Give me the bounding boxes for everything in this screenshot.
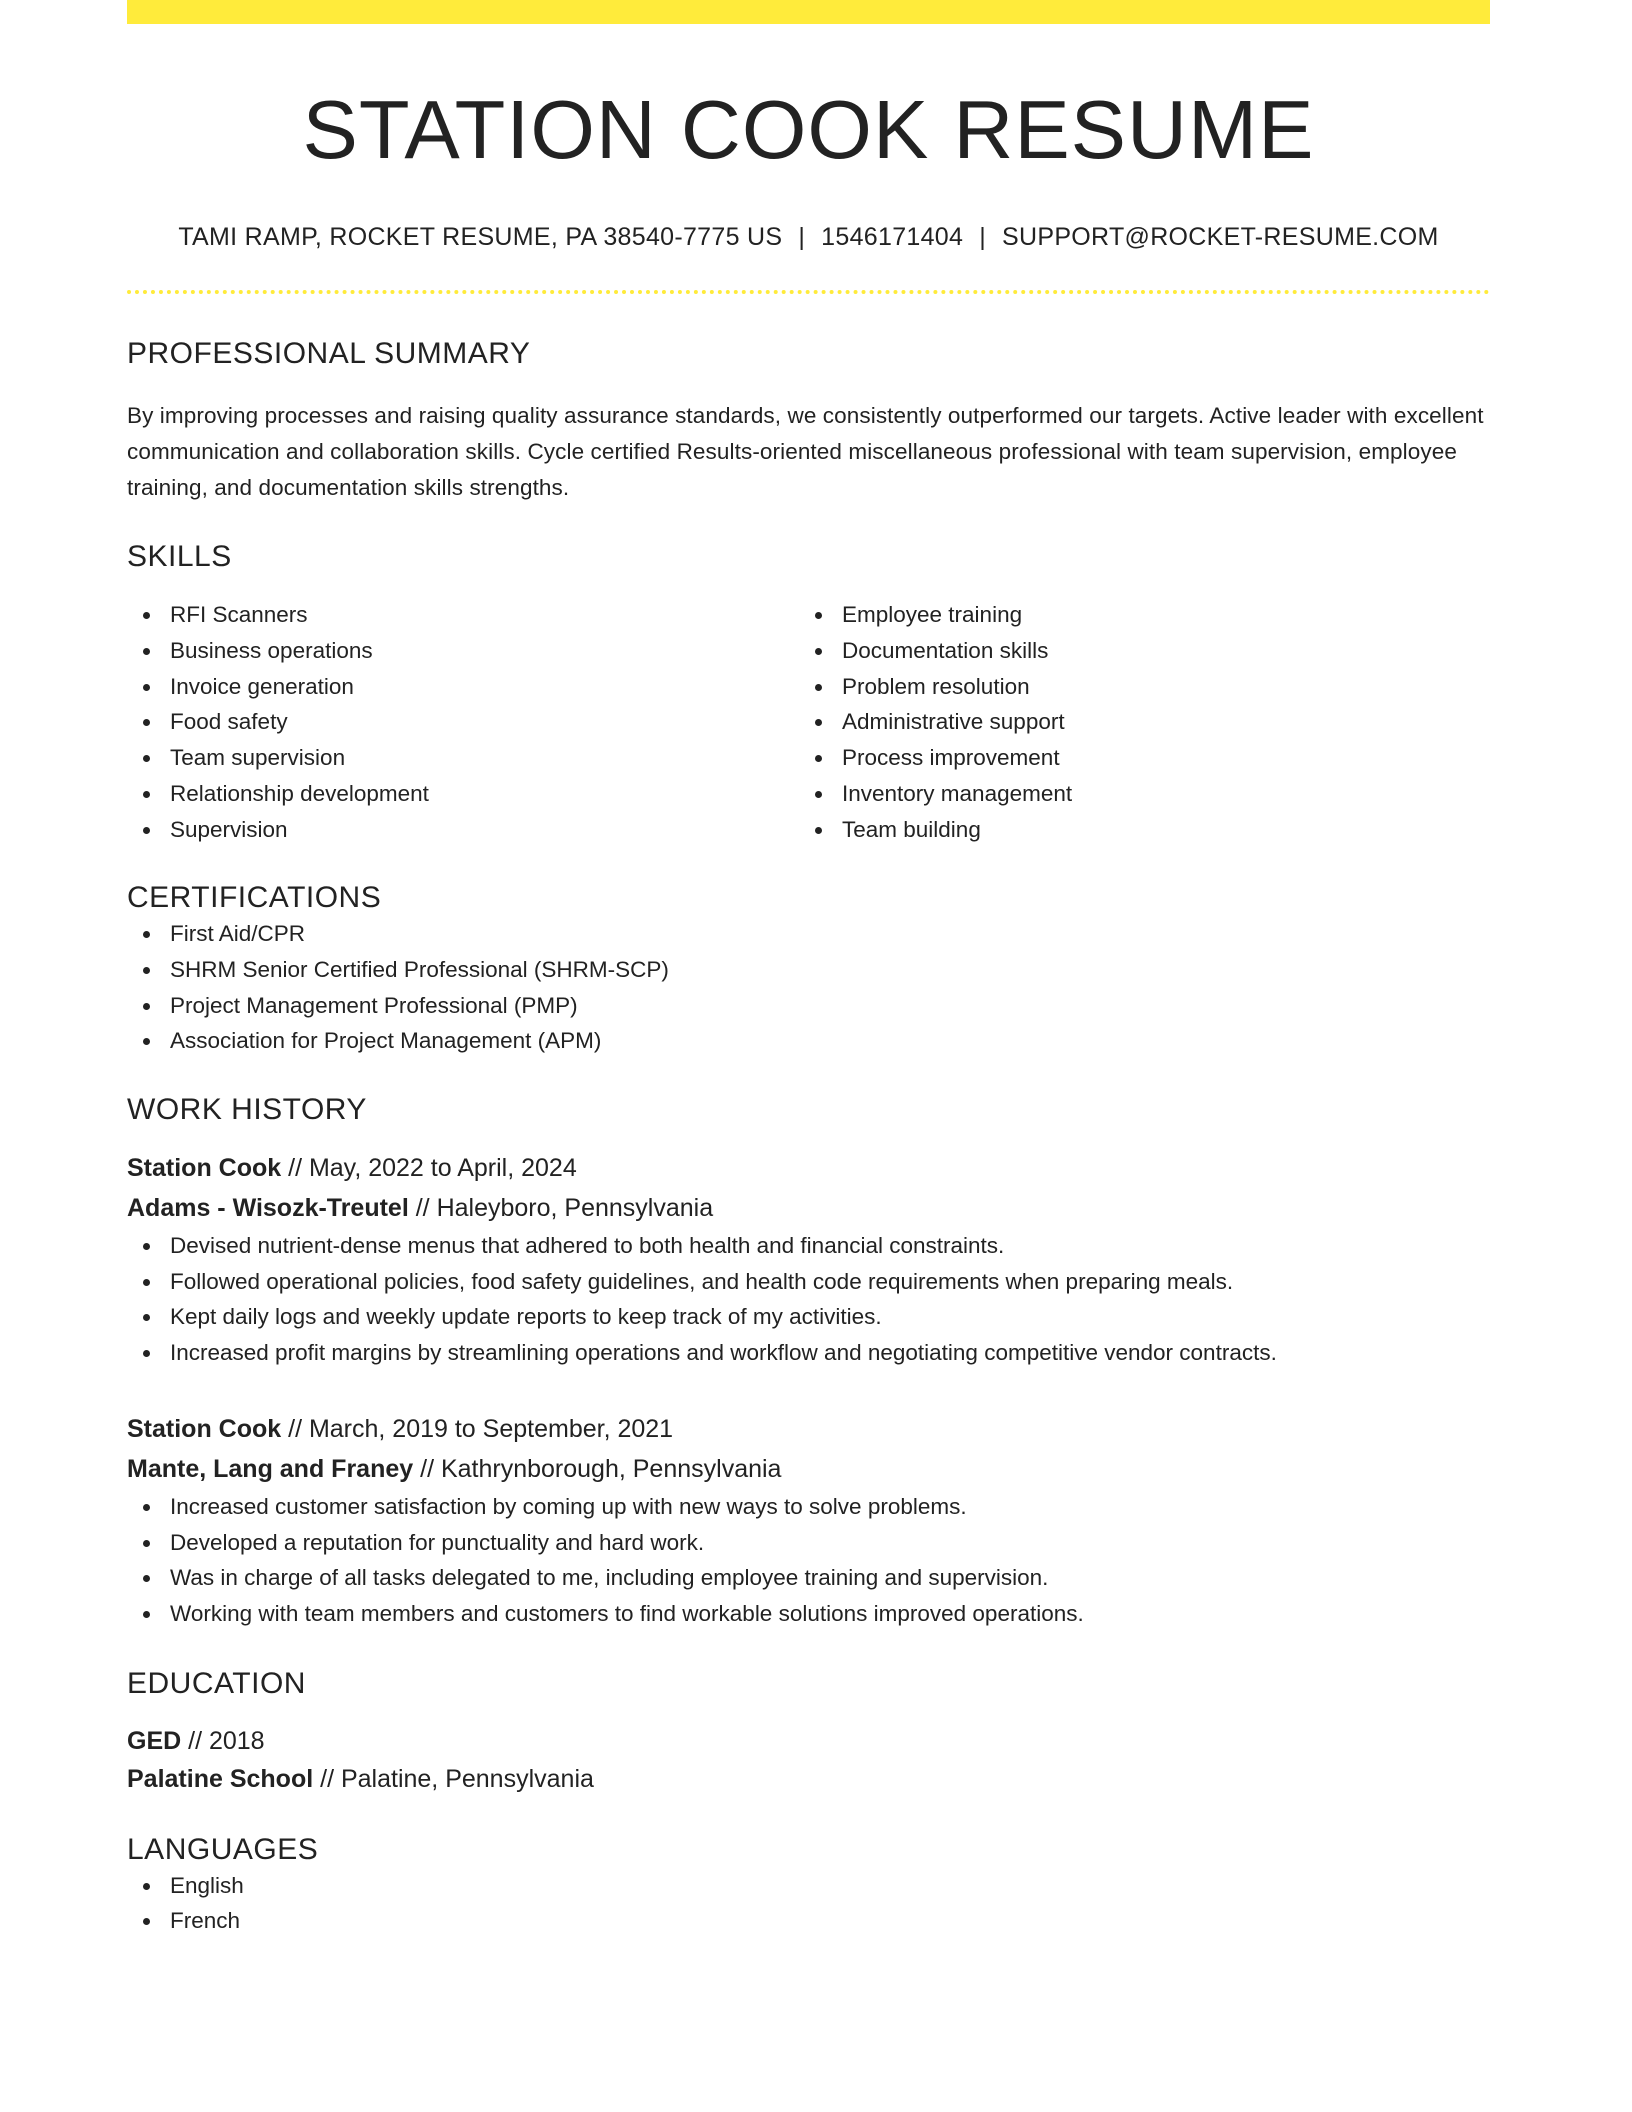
- job-duty-item: Developed a reputation for punctuality and hard work.: [127, 1525, 1490, 1561]
- job-entry: [127, 1409, 1490, 1632]
- certification-item: SHRM Senior Certified Professional (SHRM-SCP): [127, 952, 1490, 988]
- skill-item: Supervision: [127, 812, 799, 848]
- top-accent-bar: [127, 0, 1490, 24]
- language-item: English: [127, 1868, 1490, 1904]
- resume-page: [127, 0, 1490, 1939]
- summary-section: [127, 336, 1490, 506]
- skills-columns: [127, 597, 1490, 847]
- contact-address: TAMI RAMP, ROCKET RESUME, PA 38540-7775 US: [178, 223, 783, 252]
- education-school: Palatine School: [127, 1764, 314, 1793]
- skill-item: Problem resolution: [799, 669, 1471, 705]
- job-entry: [127, 1148, 1490, 1371]
- job-duty-item: Increased customer satisfaction by coming up with new ways to solve problems.: [127, 1489, 1490, 1525]
- skill-item: Business operations: [127, 633, 799, 669]
- education-year: // 2018: [181, 1726, 265, 1755]
- skills-column-left: [127, 597, 799, 847]
- skill-item: Team building: [799, 812, 1471, 848]
- skill-item: Employee training: [799, 597, 1471, 633]
- education-degree-line: [127, 1722, 1490, 1760]
- contact-email: SUPPORT@ROCKET-RESUME.COM: [1002, 223, 1439, 252]
- contact-separator: |: [979, 223, 987, 252]
- languages-section: [127, 1832, 1490, 1939]
- job-location: // Haleyboro, Pennsylvania: [408, 1194, 714, 1223]
- job-duty-item: Working with team members and customers to find workable solutions improved operations.: [127, 1596, 1490, 1632]
- skills-column-right: [799, 597, 1471, 847]
- job-dates: // March, 2019 to September, 2021: [281, 1414, 674, 1443]
- job-company: Adams - Wisozk-Treutel: [127, 1194, 409, 1223]
- job-dates: // May, 2022 to April, 2024: [281, 1154, 577, 1183]
- languages-list: [127, 1868, 1490, 1939]
- summary-heading: PROFESSIONAL SUMMARY: [127, 337, 531, 371]
- skill-item: Inventory management: [799, 776, 1471, 812]
- job-title-line: [127, 1409, 1490, 1449]
- certification-item: Project Management Professional (PMP): [127, 988, 1490, 1024]
- certifications-section: [127, 880, 1490, 1059]
- job-location: // Kathrynborough, Pennsylvania: [413, 1454, 782, 1483]
- certification-item: First Aid/CPR: [127, 916, 1490, 952]
- education-degree: GED: [127, 1726, 182, 1755]
- job-company-line: [127, 1449, 1490, 1489]
- certifications-list: [127, 916, 1490, 1059]
- job-duty-item: Was in charge of all tasks delegated to me, including employee training and supervision.: [127, 1560, 1490, 1596]
- skill-item: Documentation skills: [799, 633, 1471, 669]
- skills-section: [127, 539, 1490, 847]
- education-location: // Palatine, Pennsylvania: [313, 1764, 594, 1793]
- job-duty-item: Devised nutrient-dense menus that adhered to both health and financial constraints.: [127, 1228, 1490, 1264]
- skill-item: Food safety: [127, 704, 799, 740]
- job-title: Station Cook: [127, 1154, 282, 1183]
- job-duty-item: Followed operational policies, food safety guidelines, and health code requirements when preparing meals.: [127, 1264, 1490, 1300]
- job-company: Mante, Lang and Franey: [127, 1454, 414, 1483]
- skill-item: Process improvement: [799, 740, 1471, 776]
- certifications-heading: CERTIFICATIONS: [127, 881, 382, 915]
- education-heading: EDUCATION: [127, 1666, 306, 1700]
- summary-text: By improving processes and raising quality assurance standards, we consistently outperformed our targets. Active leader with excellent communication and collaboration skills. Cycle certified Results-oriented miscellaneous professional with team supervision, employee training, and documentation skills strengths.: [127, 403, 1484, 501]
- education-school-line: [127, 1760, 1490, 1798]
- job-duty-item: Kept daily logs and weekly update reports to keep track of my activities.: [127, 1299, 1490, 1335]
- contact-line: [127, 223, 1490, 252]
- job-company-line: [127, 1188, 1490, 1228]
- resume-title: STATION COOK RESUME: [302, 83, 1315, 176]
- job-duties-list: [127, 1228, 1490, 1371]
- work-history-section: [127, 1092, 1490, 1632]
- contact-separator: |: [798, 223, 806, 252]
- job-title-line: [127, 1148, 1490, 1188]
- job-duties-list: [127, 1489, 1490, 1632]
- skill-item: Relationship development: [127, 776, 799, 812]
- languages-heading: LANGUAGES: [127, 1832, 319, 1866]
- skill-item: RFI Scanners: [127, 597, 799, 633]
- certification-item: Association for Project Management (APM): [127, 1023, 1490, 1059]
- contact-phone: 1546171404: [821, 223, 964, 252]
- job-duty-item: Increased profit margins by streamlining operations and workflow and negotiating competitive vendor contracts.: [127, 1335, 1490, 1371]
- skill-item: Team supervision: [127, 740, 799, 776]
- work-history-heading: WORK HISTORY: [127, 1093, 367, 1127]
- education-section: [127, 1666, 1490, 1798]
- language-item: French: [127, 1903, 1490, 1939]
- header-divider: [127, 290, 1490, 294]
- education-entry: [127, 1722, 1490, 1798]
- skill-item: Administrative support: [799, 704, 1471, 740]
- skills-heading: SKILLS: [127, 540, 232, 574]
- job-title: Station Cook: [127, 1414, 282, 1443]
- skill-item: Invoice generation: [127, 669, 799, 705]
